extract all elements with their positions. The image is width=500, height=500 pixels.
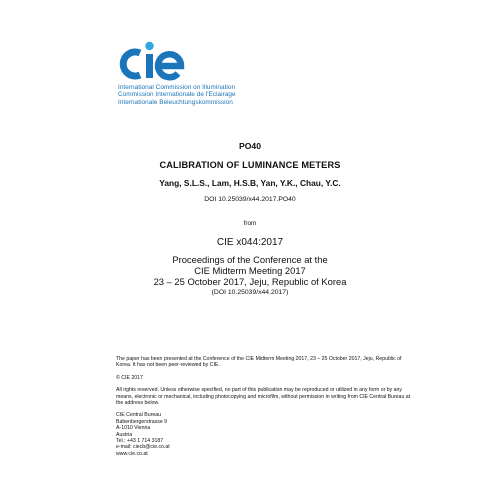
proceedings-title-line: Proceedings of the Conference at the <box>172 254 328 265</box>
presentation-note: The paper has been presented at the Conference of the CIE Midterm Meeting 2017, 23 – 25 October 2017, Jeju, Republic of Korea. It has not been peer-reviewed by CIE. <box>116 356 402 369</box>
paper-authors: Yang, S.L.S., Lam, H.S.B, Yan, Y.K., Chau, Y.C. <box>159 178 341 188</box>
address-line: Babenbergerstrasse 9 <box>116 418 168 425</box>
rights-note: All rights reserved. Unless otherwise specified, no part of this publication may be reproduced or utilized in any form or by any means, electronic or mechanical, including photocopying and microfilm, without permission in writing from CIE Central Bureau at the address below. <box>116 387 411 407</box>
from-label: from <box>243 220 257 227</box>
address-line: A-1010 Vienna <box>116 425 151 432</box>
address-line: e-mail: ciecb@cie.co.at <box>116 444 170 451</box>
address-line: Tel.: +43 1 714 3187 <box>116 438 164 445</box>
address-line: CIE Central Bureau <box>116 412 161 419</box>
cie-logo <box>118 40 190 82</box>
proceedings-title-line: 23 – 25 October 2017, Jeju, Republic of Korea <box>153 276 347 288</box>
organization-names <box>118 84 236 106</box>
org-name-fr: Commission Internationale de l'Eclairage <box>118 91 236 99</box>
copyright-note: © CIE 2017 <box>116 374 143 381</box>
paper-doi: DOI 10.25039/x44.2017.PO40 <box>204 196 296 203</box>
proceedings-id: CIE x044:2017 <box>216 237 284 248</box>
address-line: Austria <box>116 431 133 438</box>
notes-block <box>116 356 416 457</box>
address-line: www.cie.co.at <box>116 450 148 457</box>
org-name-en: International Commission on Illumination <box>118 84 236 91</box>
central-bureau-address <box>116 412 416 457</box>
org-name-de: Internationale Beleuchtungskommission <box>118 98 233 106</box>
proceedings-title-line: CIE Midterm Meeting 2017 <box>194 265 306 277</box>
paper-title: CALIBRATION OF LUMINANCE METERS <box>159 160 341 170</box>
proceedings-title <box>0 254 500 288</box>
paper-id: PO40 <box>239 141 261 151</box>
proceedings-doi: (DOI 10.25039/x44.2017) <box>211 289 289 296</box>
